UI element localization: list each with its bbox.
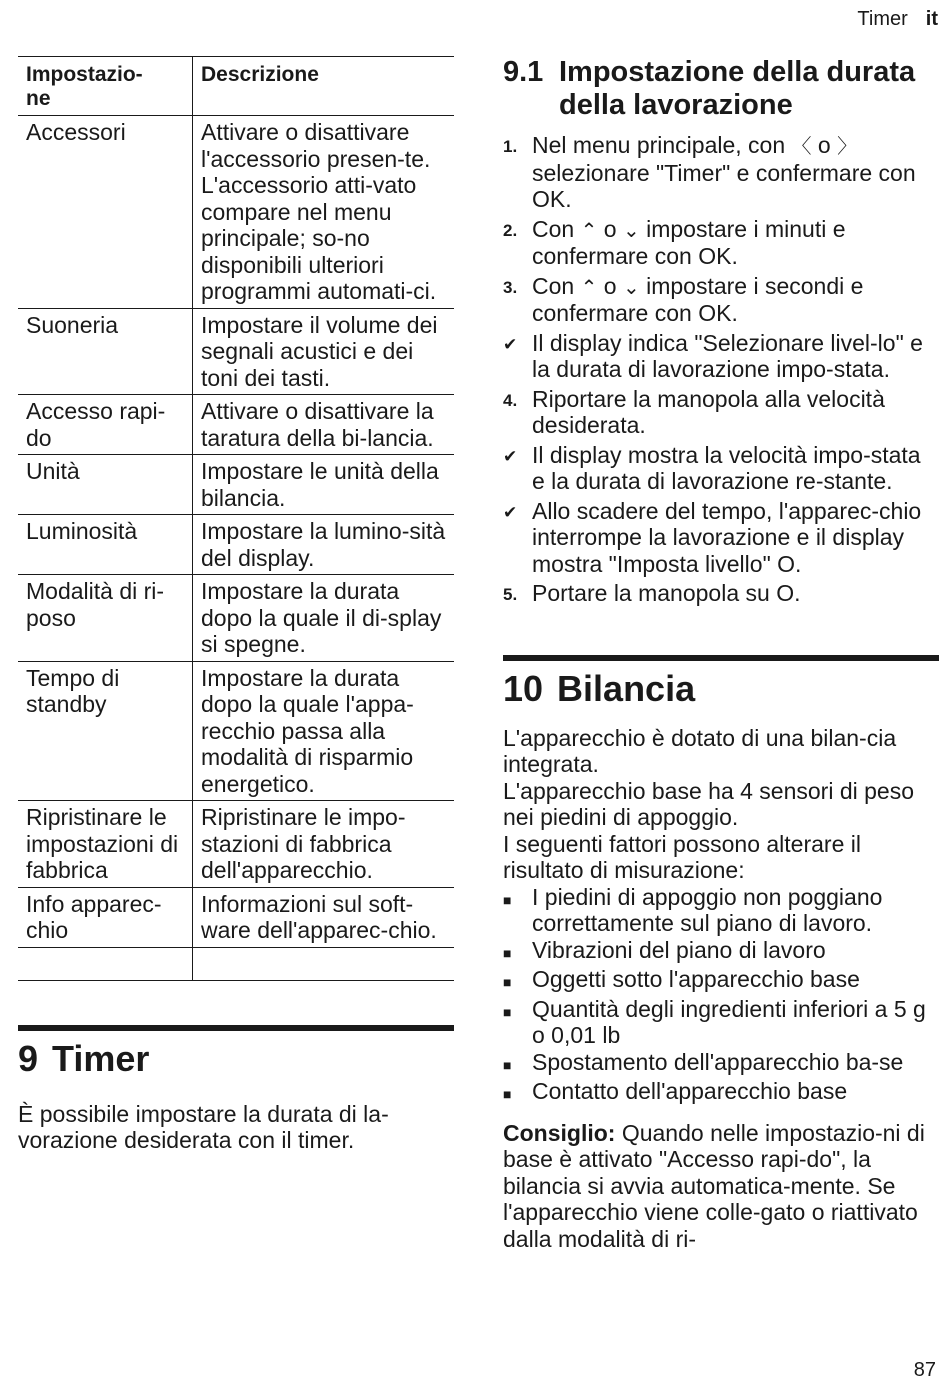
chevron-up-icon: ⌃: [580, 217, 598, 242]
table-row: [18, 395, 454, 455]
chapter-9-heading: Timer: [52, 1037, 150, 1079]
bullet-text: I piedini di appoggio non poggiano correttamente sul piano di lavoro.: [532, 883, 883, 936]
step-number: 5.: [503, 585, 518, 604]
table-header-row: [18, 57, 454, 116]
tip-paragraph: [503, 1120, 939, 1253]
step-text: Portare la manopola su O.: [532, 580, 801, 606]
step-text-part: selezionare "Timer" e confermare con: [532, 159, 916, 186]
header-language: it: [925, 8, 938, 30]
bullet-text: Spostamento dell'apparecchio ba-se: [532, 1048, 904, 1075]
step-number: 4.: [503, 390, 518, 410]
table-header-setting: [18, 57, 193, 116]
step-text-part: o: [817, 132, 831, 158]
row-setting: Accesso rapi-do: [18, 395, 193, 455]
step-text: [532, 132, 939, 213]
step-text: [532, 273, 939, 327]
row-empty-cell: [193, 947, 455, 980]
row-description: Attivare o disattivare l'accessorio presen-te. L'accessorio atti-vato compare nel menu principale; so-no disponibili ulteriori programmi automati-ci.: [193, 116, 455, 309]
step-3: [503, 273, 939, 327]
tip-label: Consiglio:: [503, 1119, 616, 1146]
step-text-part: impostare i secondi e confermare con: [532, 272, 864, 326]
step-2: [503, 216, 939, 270]
step-text-part: impostare i minuti e confermare con: [532, 215, 846, 269]
check-icon: ✔: [503, 502, 518, 522]
chevron-right-icon: 〉: [837, 134, 858, 158]
square-bullet-icon: ■: [503, 1003, 512, 1020]
section-9-1-heading: Impostazione della durata della lavorazione: [559, 56, 916, 121]
chevron-down-icon: ⌄: [622, 274, 640, 299]
result-text: Il display mostra la velocità impo-stata e la durata di lavorazione re-stante.: [532, 441, 921, 494]
bullet-item: [503, 1049, 939, 1079]
table-header-description: Descrizione: [193, 57, 455, 116]
chapter-10-number: 10: [503, 667, 544, 709]
step-text-part: Con: [532, 215, 575, 242]
square-bullet-icon: ■: [503, 1056, 512, 1073]
chevron-left-icon: 〈: [791, 134, 812, 158]
step-text-part: o: [603, 215, 617, 242]
settings-table: [18, 56, 454, 981]
result-text: Allo scadere del tempo, l'apparec-chio interrompe la lavorazione e il display mostra "Imposta livello" O.: [532, 497, 922, 577]
header-setting-text: Impostazio- ne: [26, 63, 143, 110]
row-setting: Modalità di ri-poso: [18, 575, 193, 662]
result-3: [503, 498, 939, 578]
chapter-10-para-2: L'apparecchio base ha 4 sensori di peso nei piedini di appoggio.: [503, 777, 915, 830]
table-row: [18, 575, 454, 662]
chapter-9-title: [18, 1039, 454, 1079]
row-empty-cell: [18, 947, 193, 980]
step-number: 2.: [503, 220, 518, 240]
row-setting: Unità: [18, 455, 193, 515]
chapter-10-heading: Bilancia: [557, 667, 696, 709]
row-description: Ripristinare le impo-stazioni di fabbrica dell'apparecchio.: [193, 801, 455, 888]
step-text-part: .: [731, 300, 738, 326]
ok-key-label: OK: [698, 300, 732, 326]
row-setting: Info apparec-chio: [18, 887, 193, 947]
step-4: [503, 386, 939, 439]
check-icon: ✔: [503, 446, 518, 466]
table-row: [18, 887, 454, 947]
ok-key-label: OK: [698, 243, 732, 269]
right-column: [503, 56, 939, 1252]
header-section: Timer: [857, 8, 908, 30]
bullet-item: [503, 937, 939, 967]
bullet-item: [503, 966, 939, 996]
square-bullet-icon: ■: [503, 1086, 512, 1102]
chapter-rule: [18, 1025, 454, 1031]
table-row: [18, 515, 454, 575]
step-text-part: Nel menu principale, con: [532, 132, 786, 158]
row-description: Impostare la lumino-sità del display.: [193, 515, 455, 575]
step-text-part: Con: [532, 272, 575, 299]
tip-text: Quando nelle impostazio-ni di base è attivato "Accesso rapi-do", la bilancia si avvia automatica-mente. Se l'apparecchio viene colle-gato o riattivato dalla modalità di ri-: [503, 1119, 925, 1252]
bullet-text: Vibrazioni del piano di lavoro: [532, 936, 826, 963]
chapter-10-para-1: L'apparecchio è dotato di una bilan-cia integrata.: [503, 724, 897, 777]
running-header: [857, 8, 938, 31]
table-row: [18, 308, 454, 395]
result-text: Il display indica "Selezionare livel-lo" e la durata di lavorazione impo-stata.: [532, 329, 923, 382]
bullet-item: [503, 996, 939, 1049]
step-1: [503, 132, 939, 213]
bullet-item: [503, 1078, 939, 1108]
row-setting: Ripristinare le impostazioni di fabbrica: [18, 801, 193, 888]
chapter-rule: [503, 655, 939, 661]
table-row: [18, 661, 454, 801]
left-column: [18, 56, 454, 1154]
result-1: [503, 330, 939, 383]
table-row: [18, 455, 454, 515]
step-5: [503, 580, 939, 609]
row-setting: Tempo di standby: [18, 661, 193, 801]
square-bullet-icon: ■: [503, 944, 512, 961]
section-9-1-number: 9.1: [503, 56, 544, 88]
table-row: [18, 116, 454, 309]
row-description: Impostare il volume dei segnali acustici e dei toni dei tasti.: [193, 308, 455, 395]
step-text: [532, 216, 939, 270]
row-description: Impostare la durata dopo la quale il di-splay si spegne.: [193, 575, 455, 662]
square-bullet-icon: ■: [503, 974, 512, 990]
row-setting: Suoneria: [18, 308, 193, 395]
table-row: [18, 801, 454, 888]
step-text-part: o: [603, 272, 617, 299]
chapter-10-para-3: I seguenti fattori possono alterare il risultato di misurazione:: [503, 830, 861, 883]
bullet-text: Contatto dell'apparecchio base: [532, 1078, 848, 1104]
page-number: 87: [913, 1359, 936, 1381]
square-bullet-icon: ■: [503, 891, 512, 908]
check-icon: ✔: [503, 334, 518, 354]
step-text: Riportare la manopola alla velocità desiderata.: [532, 385, 885, 438]
row-description: Impostare le unità della bilancia.: [193, 455, 455, 515]
bullet-item: [503, 884, 939, 937]
step-number: 1.: [503, 137, 518, 156]
row-description: Informazioni sul soft-ware dell'apparec-chio.: [193, 887, 455, 947]
section-9-1-title: [503, 56, 939, 122]
row-description: Impostare la durata dopo la quale l'appa-recchio passa alla modalità di risparmio energetico.: [193, 661, 455, 801]
chevron-down-icon: ⌄: [622, 217, 640, 242]
row-setting: Luminosità: [18, 515, 193, 575]
bullet-text: Quantità degli ingredienti inferiori a 5 g o 0,01 lb: [532, 995, 926, 1048]
chevron-up-icon: ⌃: [580, 274, 598, 299]
chapter-9-number: 9: [18, 1037, 39, 1079]
step-text-part: .: [731, 243, 738, 269]
step-text-part: .: [565, 186, 572, 212]
result-2: [503, 442, 939, 495]
chapter-10-title: [503, 669, 939, 709]
chapter-9-intro: È possibile impostare la durata di la-vorazione desiderata con il timer.: [18, 1100, 389, 1153]
step-number: 3.: [503, 277, 518, 297]
row-description: Attivare o disattivare la taratura della bi-lancia.: [193, 395, 455, 455]
table-row-empty: [18, 947, 454, 980]
ok-key-label: OK: [532, 186, 566, 212]
row-setting: Accessori: [18, 116, 193, 309]
bullet-text: Oggetti sotto l'apparecchio base: [532, 966, 860, 992]
